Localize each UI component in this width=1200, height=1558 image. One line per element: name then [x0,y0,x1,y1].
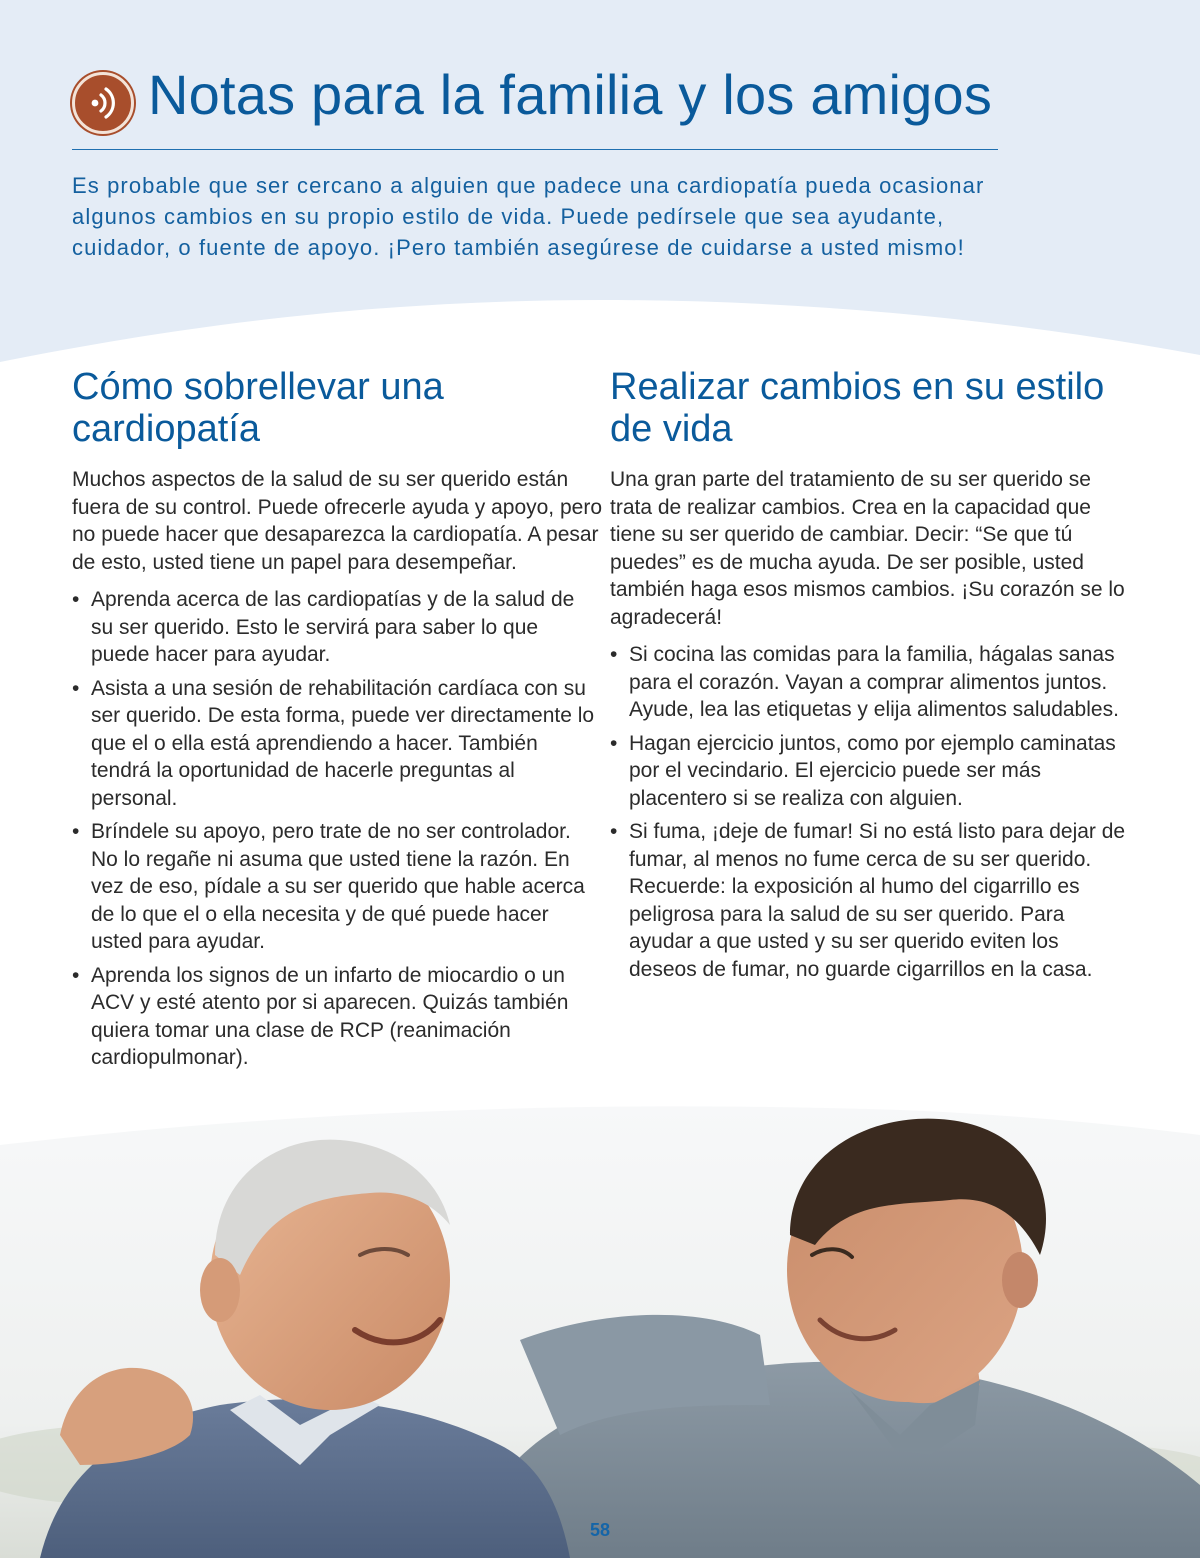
list-item [72,586,602,669]
right-section [610,366,1130,989]
list-item-text: Si fuma, ¡deje de fumar! Si no está listo para dejar de fumar, al menos no fume cerca de su ser querido. Recuerde: la exposición al humo del cigarrillo es peligrosa para la salud de su ser querido. Para ayudar a que usted y su ser querido eviten los deseos de fumar, no guarde cigarrillos en la casa. [629,820,1126,981]
list-item [72,962,602,1072]
right-section-lead: Una gran parte del tratamiento de su ser querido se trata de realizar cambios. Crea en la capacidad que tiene su ser querido de cambiar. Decir: “Se que tú puedes” es de mucha ayuda. De ser posible, usted también haga esos mismos cambios. ¡Su corazón se lo agradecerá! [610,468,1125,629]
left-section-lead: Muchos aspectos de la salud de su ser querido están fuera de su control. Puede ofrecerle ayuda y apoyo, pero no puede hacer que desaparezca la cardiopatía. A pesar de esto, usted tiene un papel para desempeñar. [72,468,603,574]
list-item [72,675,602,813]
bullet-glyph: • [610,643,618,666]
list-item-text: Hagan ejercicio juntos, como por ejemplo caminatas por el vecindario. El ejercicio puede ser más placentero si se realiza con alguien. [629,731,1116,810]
intro-paragraph: Es probable que ser cercano a alguien que padece una cardiopatía pueda ocasionar algunos cambios en su propio estilo de vida. Puede pedírsele que sea ayudante, cuidador, o fuente de apoyo. ¡Pero también asegúrese de cuidarse a usted mismo! [72,173,985,260]
photo-two-men [0,1105,1200,1558]
right-bullet-list [610,641,1130,983]
list-item-text: Asista a una sesión de rehabilitación cardíaca con su ser querido. De esta forma, puede ver directamente lo que el o ella está aprendiendo a hacer. También tendrá la oportunidad de hacerle preguntas al personal. [91,676,595,810]
left-bullet-list [72,586,602,1072]
list-item-text: Aprenda los signos de un infarto de miocardio o un ACV y esté atento por si aparecen. Quizás también quiera tomar una clase de RCP (reanimación cardiopulmonar). [91,963,569,1069]
page-number: 58 [589,1520,611,1540]
photo-illustration [0,1105,1200,1558]
right-section-heading: Realizar cambios en su estilo de vida [610,366,1105,450]
list-item-text: Aprenda acerca de las cardiopatías y de la salud de su ser querido. Esto le servirá para saber lo que puede hacer para ayudar. [91,588,575,666]
list-item [610,641,1130,724]
list-item-text: Si cocina las comidas para la familia, hágalas sanas para el corazón. Vayan a comprar alimentos juntos. Ayude, lea las etiquetas y elija alimentos saludables. [629,643,1119,721]
list-item [610,730,1130,813]
page-title: Notas para la familia y los amigos [148,63,993,126]
bullet-glyph: • [610,731,618,755]
bullet-glyph: • [610,820,618,843]
bullet-glyph: • [72,676,80,700]
list-item [72,818,602,956]
bullet-glyph: • [72,820,80,843]
list-item-text: Bríndele su apoyo, pero trate de no ser controlador. No lo regañe ni asuma que usted tiene la razón. En vez de eso, pídale a su ser querido que hable acerca de lo que el o ella necesita y de qué puede hacer usted para ayudar. [91,820,585,953]
list-item [610,818,1130,983]
left-section-heading: Cómo sobrellevar una cardiopatía [72,366,444,450]
title-divider [72,149,998,150]
audio-icon[interactable] [72,72,134,134]
bullet-glyph: • [72,588,80,611]
bullet-glyph: • [72,963,80,987]
audio-waves-icon [75,75,131,131]
left-section [72,366,602,1078]
